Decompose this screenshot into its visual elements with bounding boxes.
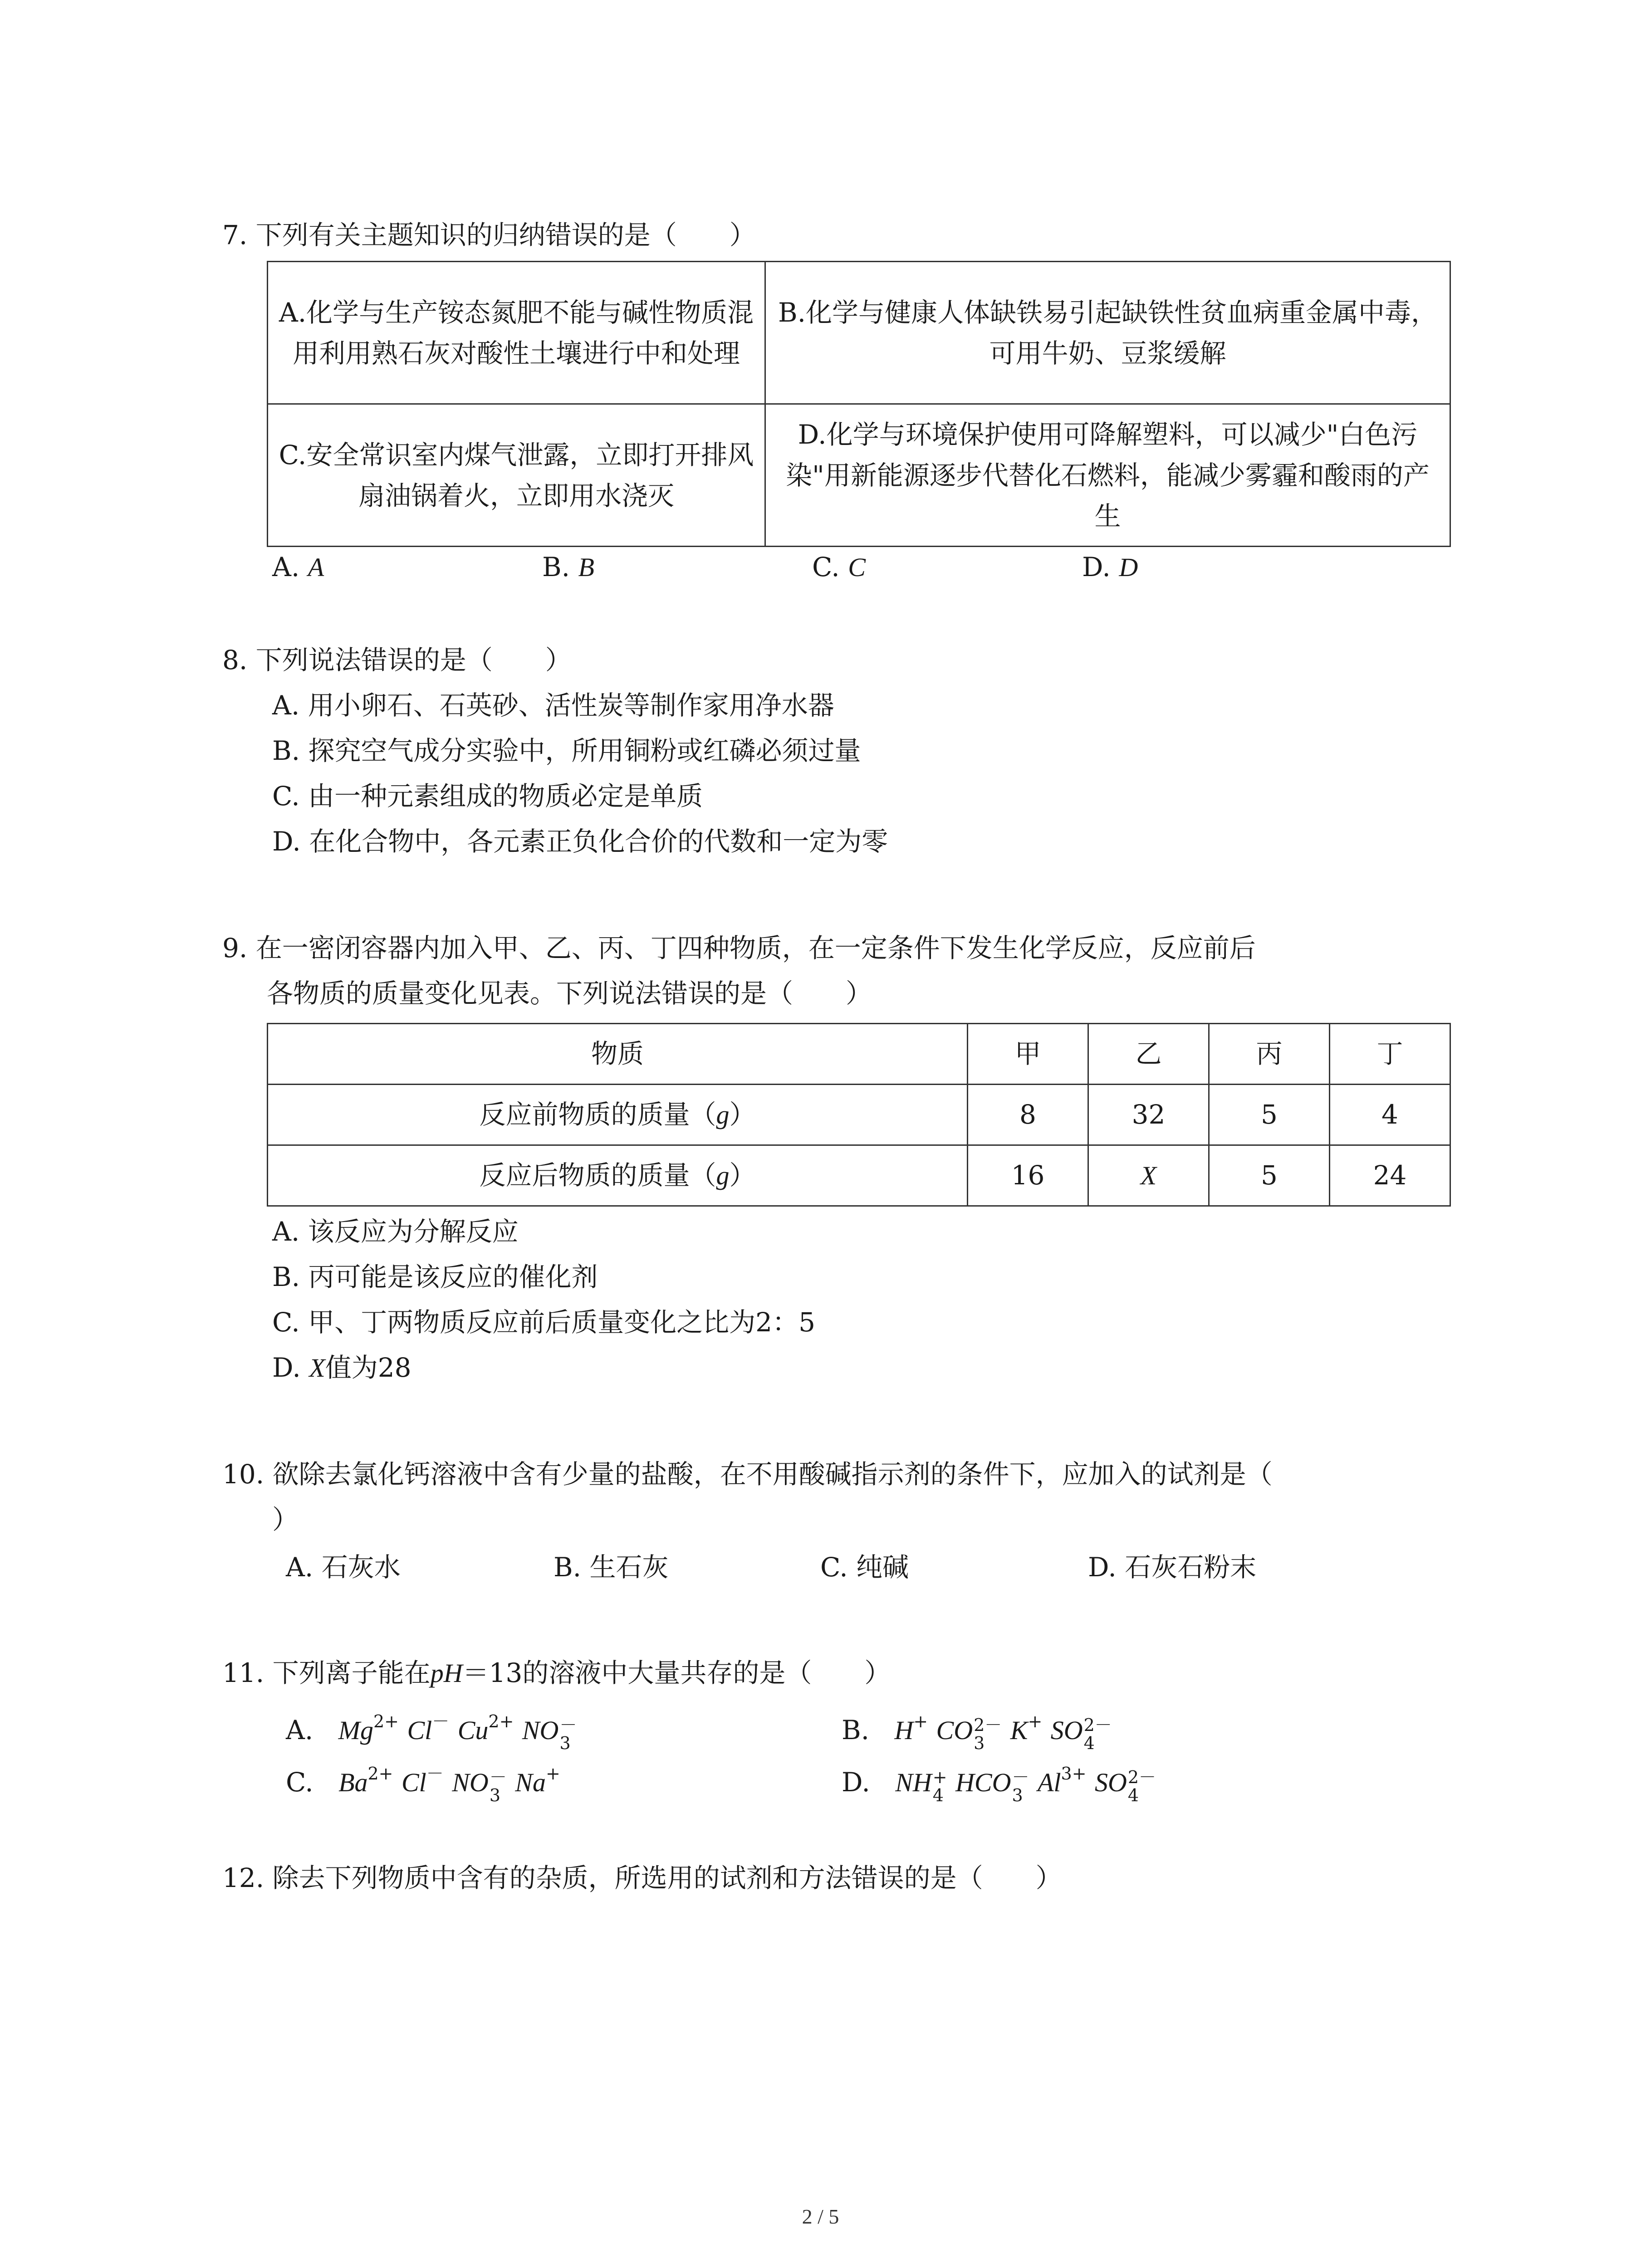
table-cell: X xyxy=(1088,1145,1209,1206)
q8-option-b[interactable]: B. 探究空气成分实验中，所用铜粉或红磷必须过量 xyxy=(272,735,861,766)
q7-option-c[interactable]: C. C xyxy=(812,552,866,582)
table-header-row xyxy=(268,1024,1450,1085)
table-row-label: 反应后物质的质量（g） xyxy=(268,1145,968,1206)
q11-option-c[interactable]: C. $Ba^{2+}$ Cl－ NO － 3 Na+ xyxy=(286,1764,560,1805)
q7-cell-d: D.化学与环境保护使用可降解塑料，可以减少"白色污染"用新能源逐步代替化石燃料，能减少雾霾和酸雨的产生 xyxy=(765,404,1450,547)
table-cell: 8 xyxy=(968,1085,1088,1145)
question-9-stem-line1: 9. 在一密闭容器内加入甲、乙、丙、丁四种物质，在一定条件下发生化学反应，反应前后 xyxy=(222,933,1256,963)
table-row xyxy=(268,1145,1450,1206)
q7-cell-a: A.化学与生产铵态氮肥不能与碱性物质混用利用熟石灰对酸性土壤进行中和处理 xyxy=(268,262,765,404)
question-9-table xyxy=(267,1023,1451,1207)
table-cell: 16 xyxy=(968,1145,1088,1206)
page-number: 2 / 5 xyxy=(802,2205,839,2228)
question-10-stem-line2: ） xyxy=(272,1504,299,1535)
table-header-cell: 甲 xyxy=(968,1024,1088,1085)
table-row xyxy=(268,1085,1450,1145)
table-header-cell: 物质 xyxy=(268,1024,968,1085)
q7-option-a[interactable]: A. A xyxy=(272,552,324,582)
question-7-stem: 7. 下列有关主题知识的归纳错误的是（ ） xyxy=(222,220,756,250)
question-8-stem: 8. 下列说法错误的是（ ） xyxy=(222,645,572,675)
q7-option-b[interactable]: B. B xyxy=(542,552,594,582)
table-cell: 4 xyxy=(1330,1085,1450,1145)
q8-option-a[interactable]: A. 用小卵石、石英砂、活性炭等制作家用净水器 xyxy=(272,690,834,721)
table-cell: 5 xyxy=(1209,1145,1330,1206)
question-11-stem: 11. 下列离子能在pH＝13的溶液中大量共存的是（ ） xyxy=(222,1657,891,1688)
table-header-cell: 丁 xyxy=(1330,1024,1450,1085)
q7-cell-c: C.安全常识室内煤气泄露，立即打开排风扇油锅着火，立即用水浇灭 xyxy=(268,404,765,547)
q9-option-d[interactable]: D. X值为28 xyxy=(272,1352,411,1383)
table-header-cell: 乙 xyxy=(1088,1024,1209,1085)
question-7-table xyxy=(267,261,1451,547)
q11-option-a[interactable]: A. $Mg^{2+}$ Cl－ $Cu^{2+}$ NO － 3 xyxy=(286,1711,577,1753)
q8-option-c[interactable]: C. 由一种元素组成的物质必定是单质 xyxy=(272,781,703,811)
q7-cell-b: B.化学与健康人体缺铁易引起缺铁性贫血病重金属中毒，可用牛奶、豆浆缓解 xyxy=(765,262,1450,404)
table-header-cell: 丙 xyxy=(1209,1024,1330,1085)
q9-option-c[interactable]: C. 甲、丁两物质反应前后质量变化之比为2：5 xyxy=(272,1307,815,1338)
question-12-stem: 12. 除去下列物质中含有的杂质，所选用的试剂和方法错误的是（ ） xyxy=(222,1862,1062,1893)
table-cell: 32 xyxy=(1088,1085,1209,1145)
question-9-stem-line2: 各物质的质量变化见表。下列说法错误的是（ ） xyxy=(267,978,872,1009)
question-10-stem-line1: 10. 欲除去氯化钙溶液中含有少量的盐酸，在不用酸碱指示剂的条件下，应加入的试剂是（ xyxy=(222,1459,1273,1490)
q10-option-a[interactable]: A. 石灰水 xyxy=(286,1552,401,1583)
q8-option-d[interactable]: D. 在化合物中，各元素正负化合价的代数和一定为零 xyxy=(272,826,888,857)
q11-option-d[interactable]: D. NH + 4 HCO － 3 $Al^{3+}$ SO 2－ 4 xyxy=(842,1764,1156,1805)
q9-option-b[interactable]: B. 丙可能是该反应的催化剂 xyxy=(272,1261,598,1292)
q7-option-d[interactable]: D. D xyxy=(1082,552,1138,582)
table-cell: 24 xyxy=(1330,1145,1450,1206)
table-cell: 5 xyxy=(1209,1085,1330,1145)
q10-option-d[interactable]: D. 石灰石粉末 xyxy=(1088,1552,1257,1583)
q11-option-b[interactable]: B. H+ CO 2－ 3 K+ SO 2－ 4 xyxy=(842,1711,1112,1753)
q9-option-a[interactable]: A. 该反应为分解反应 xyxy=(272,1216,519,1247)
table-row-label: 反应前物质的质量（g） xyxy=(268,1085,968,1145)
q10-option-c[interactable]: C. 纯碱 xyxy=(820,1552,909,1583)
q10-option-b[interactable]: B. 生石灰 xyxy=(554,1552,669,1583)
